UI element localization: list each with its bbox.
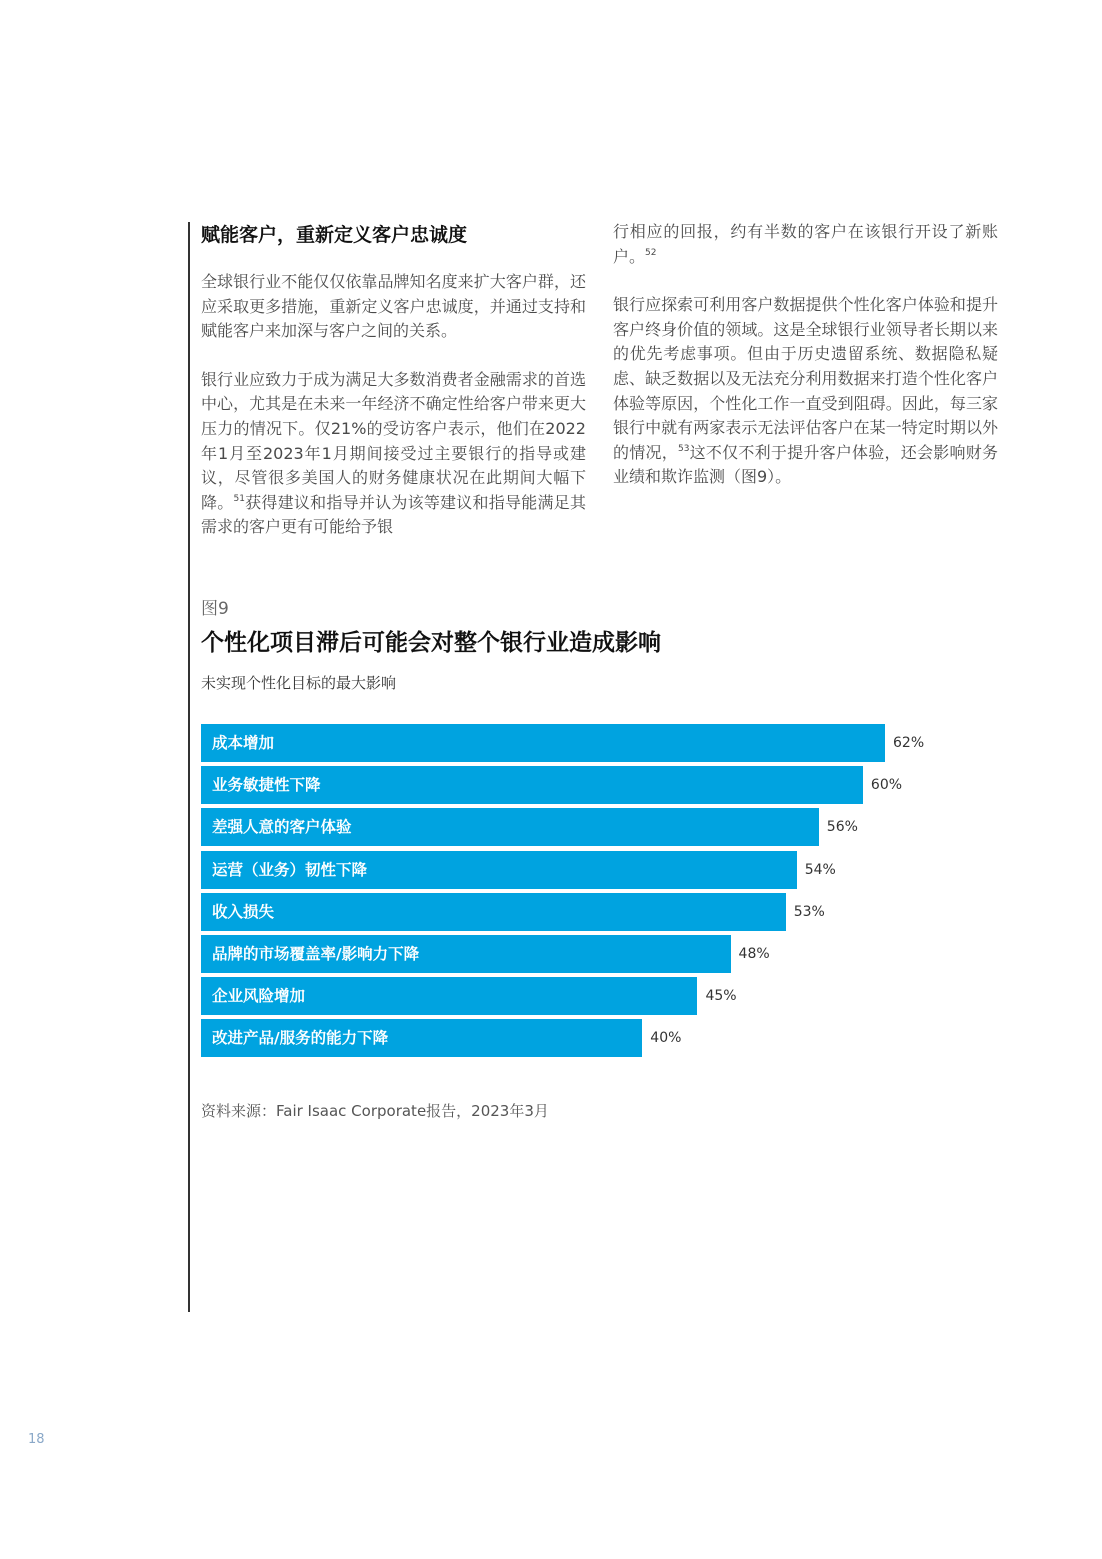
section-heading: 赋能客户，重新定义客户忠诚度 bbox=[201, 224, 468, 246]
chart-value-label: 53% bbox=[793, 903, 825, 920]
chart-bar bbox=[201, 766, 863, 804]
page-number: 18 bbox=[28, 1432, 45, 1447]
chart-bar bbox=[201, 935, 731, 973]
right-paragraph-2-text-b: 这不仅不利于提升客户体验，还会影响财务业绩和欺诈监测（图9）。 bbox=[613, 442, 998, 487]
footnote-ref-51: 51 bbox=[233, 493, 245, 504]
chart-bar-label: 改进产品/服务的能力下降 bbox=[212, 1029, 389, 1048]
chart-bar bbox=[201, 851, 797, 889]
right-paragraph-2 bbox=[613, 293, 998, 490]
chart-bar-label: 品牌的市场覆盖率/影响力下降 bbox=[212, 945, 420, 963]
right-column bbox=[613, 220, 998, 514]
left-paragraph-2-text-a: 银行业应致力于成为满足大多数消费者金融需求的首选中心，尤其是在未来一年经济不确定性给客户带来更大压力的情况下。仅21%的受访客户表示，他们在2022年1月至2023年1月期间接受过主要银行的指导或建议，尽管很多美国人的财务健康状况在此期间大幅下降。 bbox=[201, 369, 586, 512]
chart-bar bbox=[201, 977, 697, 1015]
footnote-ref-53: 53 bbox=[677, 443, 690, 454]
left-paragraph-1: 全球银行业不能仅仅依靠品牌知名度来扩大客户群，还应采取更多措施，重新定义客户忠诚度，并通过支持和赋能客户来加深与客户之间的关系。 bbox=[201, 272, 586, 341]
figure-source: 资料来源：Fair Isaac Corporate报告，2023年3月 bbox=[201, 1102, 549, 1120]
chart-bar bbox=[201, 724, 885, 762]
chart-bar-label: 成本增加 bbox=[212, 734, 275, 752]
right-paragraph-2-text-a: 银行应探索可利用客户数据提供个性化客户体验和提升客户终身价值的领域。这是全球银行业领导者长期以来的优先考虑事项。但由于历史遗留系统、数据隐私疑虑、缺乏数据以及无法充分利用数据来打造个性化客户体验等原因，个性化工作一直受到阻碍。因此，每三家银行中就有两家表示无法评估客户在某一特定时期以外的情况， bbox=[613, 295, 998, 462]
footnote-ref-52: 52 bbox=[645, 247, 657, 258]
chart-value-label: 48% bbox=[738, 946, 770, 962]
chart-bar bbox=[201, 893, 786, 931]
vertical-rule bbox=[188, 222, 190, 1312]
chart-value-label: 54% bbox=[804, 861, 836, 878]
chart-bar-label: 运营（业务）韧性下降 bbox=[212, 860, 368, 879]
chart-value-label: 62% bbox=[893, 735, 925, 751]
figure-title: 个性化项目滞后可能会对整个银行业造成影响 bbox=[201, 630, 661, 656]
left-column bbox=[201, 220, 586, 564]
chart-bar-label: 企业风险增加 bbox=[212, 987, 306, 1006]
right-paragraph-1-text: 行相应的回报，约有半数的客户在该银行开设了新账户。 bbox=[613, 222, 998, 266]
figure-subtitle: 未实现个性化目标的最大影响 bbox=[201, 674, 397, 692]
left-paragraph-2 bbox=[201, 368, 586, 540]
chart-value-label: 45% bbox=[705, 988, 737, 1005]
right-paragraph-1 bbox=[613, 220, 998, 269]
chart-value-label: 56% bbox=[826, 819, 858, 836]
chart-bar-label: 业务敏捷性下降 bbox=[212, 776, 321, 795]
chart-value-label: 60% bbox=[870, 777, 903, 794]
left-paragraph-2-text-b: 获得建议和指导并认为该等建议和指导能满足其需求的客户更有可能给予银 bbox=[201, 492, 586, 537]
chart-bar bbox=[201, 1019, 642, 1057]
bar-chart bbox=[201, 724, 991, 1064]
chart-value-label: 40% bbox=[650, 1030, 682, 1047]
chart-bar-label: 收入损失 bbox=[212, 902, 275, 921]
chart-bar bbox=[201, 808, 819, 846]
figure-label: 图9 bbox=[201, 599, 229, 619]
chart-bar-label: 差强人意的客户体验 bbox=[212, 818, 352, 837]
